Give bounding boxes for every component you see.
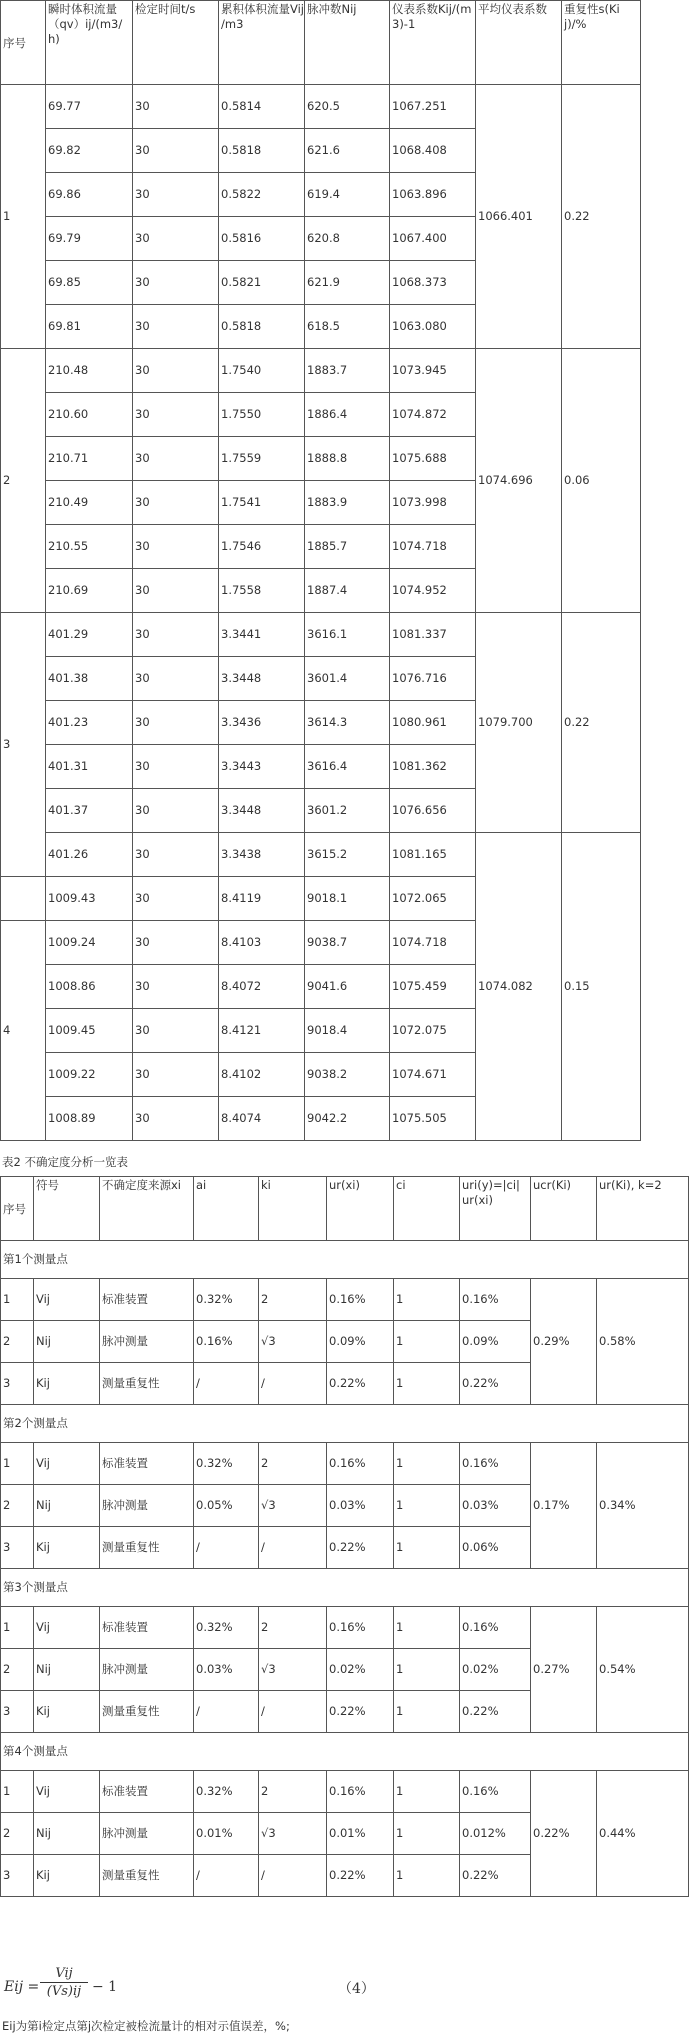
source-cell: 标准装置 bbox=[100, 1443, 194, 1485]
table-header-row bbox=[1, 1, 641, 85]
urk-cell: 0.54% bbox=[597, 1607, 689, 1733]
source-cell: 脉冲测量 bbox=[100, 1649, 194, 1691]
ki-cell: / bbox=[259, 1691, 327, 1733]
flow-cell: 401.38 bbox=[46, 657, 133, 701]
coef-cell: 1074.718 bbox=[390, 525, 476, 569]
seq-cell: 3 bbox=[1, 1527, 34, 1569]
pulse-cell: 3616.4 bbox=[305, 745, 390, 789]
symbol-cell: Nij bbox=[34, 1485, 100, 1527]
flow-cell: 69.77 bbox=[46, 85, 133, 129]
ai-cell: 0.32% bbox=[194, 1607, 259, 1649]
coef-cell: 1074.952 bbox=[390, 569, 476, 613]
coef-cell: 1074.872 bbox=[390, 393, 476, 437]
time-cell: 30 bbox=[133, 657, 219, 701]
ai-cell: 0.01% bbox=[194, 1813, 259, 1855]
time-cell: 30 bbox=[133, 921, 219, 965]
time-cell: 30 bbox=[133, 305, 219, 349]
formula-4 bbox=[2, 1965, 422, 2005]
ci-cell: 1 bbox=[394, 1363, 460, 1405]
avg-coef-cell: 1074.082 bbox=[476, 833, 562, 1141]
header-pulse: 脉冲数Nij bbox=[305, 1, 390, 85]
time-cell: 30 bbox=[133, 613, 219, 657]
volume-cell: 1.7559 bbox=[219, 437, 305, 481]
pulse-cell: 9038.7 bbox=[305, 921, 390, 965]
ur-xi-cell: 0.09% bbox=[327, 1321, 394, 1363]
ur-xi-cell: 0.16% bbox=[327, 1771, 394, 1813]
ai-cell: / bbox=[194, 1363, 259, 1405]
volume-cell: 0.5822 bbox=[219, 173, 305, 217]
source-cell: 测量重复性 bbox=[100, 1527, 194, 1569]
ki-cell: / bbox=[259, 1855, 327, 1897]
source-cell: 标准装置 bbox=[100, 1607, 194, 1649]
volume-cell: 3.3436 bbox=[219, 701, 305, 745]
flow-cell: 69.81 bbox=[46, 305, 133, 349]
pulse-cell: 3615.2 bbox=[305, 833, 390, 877]
section-row bbox=[1, 1241, 689, 1279]
time-cell: 30 bbox=[133, 877, 219, 921]
ai-cell: / bbox=[194, 1527, 259, 1569]
coef-cell: 1081.337 bbox=[390, 613, 476, 657]
coef-cell: 1063.080 bbox=[390, 305, 476, 349]
flow-cell: 210.48 bbox=[46, 349, 133, 393]
time-cell: 30 bbox=[133, 1097, 219, 1141]
ki-cell: 2 bbox=[259, 1443, 327, 1485]
seq-cell: 3 bbox=[1, 1363, 34, 1405]
uri-cell: 0.02% bbox=[460, 1649, 531, 1691]
time-cell: 30 bbox=[133, 437, 219, 481]
ai-cell: 0.16% bbox=[194, 1321, 259, 1363]
volume-cell: 1.7546 bbox=[219, 525, 305, 569]
pulse-cell: 1883.9 bbox=[305, 481, 390, 525]
volume-cell: 3.3438 bbox=[219, 833, 305, 877]
ci-cell: 1 bbox=[394, 1855, 460, 1897]
table-row bbox=[1, 1443, 689, 1485]
source-cell: 脉冲测量 bbox=[100, 1321, 194, 1363]
pulse-cell: 9018.4 bbox=[305, 1009, 390, 1053]
ucr-cell: 0.29% bbox=[531, 1279, 597, 1405]
coef-cell: 1068.373 bbox=[390, 261, 476, 305]
flow-cell: 210.60 bbox=[46, 393, 133, 437]
coef-cell: 1072.075 bbox=[390, 1009, 476, 1053]
pulse-cell: 620.8 bbox=[305, 217, 390, 261]
ki-cell: √3 bbox=[259, 1813, 327, 1855]
header-time: 检定时间t/s bbox=[133, 1, 219, 85]
volume-cell: 1.7540 bbox=[219, 349, 305, 393]
source-cell: 脉冲测量 bbox=[100, 1485, 194, 1527]
symbol-cell: Kij bbox=[34, 1527, 100, 1569]
repeatability-cell: 0.06 bbox=[562, 349, 641, 613]
section-row bbox=[1, 1569, 689, 1607]
header-ki: ki bbox=[259, 1177, 327, 1241]
ur-xi-cell: 0.16% bbox=[327, 1607, 394, 1649]
repeatability-cell: 0.22 bbox=[562, 613, 641, 833]
time-cell: 30 bbox=[133, 525, 219, 569]
volume-cell: 8.4072 bbox=[219, 965, 305, 1009]
coef-cell: 1075.505 bbox=[390, 1097, 476, 1141]
table-header-row bbox=[1, 1177, 689, 1241]
formula-denominator: (Vs)ij bbox=[46, 1984, 82, 1999]
volume-cell: 0.5814 bbox=[219, 85, 305, 129]
ci-cell: 1 bbox=[394, 1691, 460, 1733]
avg-coef-cell: 1074.696 bbox=[476, 349, 562, 613]
ki-cell: √3 bbox=[259, 1321, 327, 1363]
ci-cell: 1 bbox=[394, 1485, 460, 1527]
group-seq-cell: 2 bbox=[1, 349, 46, 613]
volume-cell: 8.4074 bbox=[219, 1097, 305, 1141]
header-flow: 瞬时体积流量（qv）ij/(m3/h) bbox=[46, 1, 133, 85]
source-cell: 测量重复性 bbox=[100, 1855, 194, 1897]
volume-cell: 0.5818 bbox=[219, 129, 305, 173]
flow-cell: 210.49 bbox=[46, 481, 133, 525]
urk-cell: 0.34% bbox=[597, 1443, 689, 1569]
ur-xi-cell: 0.16% bbox=[327, 1443, 394, 1485]
header-ai: ai bbox=[194, 1177, 259, 1241]
ci-cell: 1 bbox=[394, 1813, 460, 1855]
pulse-cell: 3601.4 bbox=[305, 657, 390, 701]
formula-fraction bbox=[40, 1965, 88, 2001]
pulse-cell: 3601.2 bbox=[305, 789, 390, 833]
header-coef: 仪表系数Kij/(m3)-1 bbox=[390, 1, 476, 85]
coef-cell: 1081.362 bbox=[390, 745, 476, 789]
flow-cell: 401.23 bbox=[46, 701, 133, 745]
symbol-cell: Kij bbox=[34, 1855, 100, 1897]
section-title: 第2个测量点 bbox=[1, 1405, 689, 1443]
flow-cell: 401.31 bbox=[46, 745, 133, 789]
symbol-cell: Vij bbox=[34, 1443, 100, 1485]
header-symbol: 符号 bbox=[34, 1177, 100, 1241]
equation-number: （4） bbox=[338, 1981, 375, 1997]
ucr-cell: 0.22% bbox=[531, 1771, 597, 1897]
seq-cell: 3 bbox=[1, 1855, 34, 1897]
volume-cell: 8.4103 bbox=[219, 921, 305, 965]
ki-cell: √3 bbox=[259, 1649, 327, 1691]
coef-cell: 1080.961 bbox=[390, 701, 476, 745]
pulse-cell: 621.6 bbox=[305, 129, 390, 173]
flow-cell: 1008.86 bbox=[46, 965, 133, 1009]
symbol-cell: Vij bbox=[34, 1771, 100, 1813]
ur-xi-cell: 0.01% bbox=[327, 1813, 394, 1855]
urk-cell: 0.58% bbox=[597, 1279, 689, 1405]
time-cell: 30 bbox=[133, 217, 219, 261]
time-cell: 30 bbox=[133, 129, 219, 173]
ai-cell: 0.32% bbox=[194, 1771, 259, 1813]
uncertainty-analysis-table bbox=[0, 1176, 689, 1897]
uri-cell: 0.012% bbox=[460, 1813, 531, 1855]
flow-cell: 210.71 bbox=[46, 437, 133, 481]
header-urk: ur(Ki), k=2 bbox=[597, 1177, 689, 1241]
ur-xi-cell: 0.03% bbox=[327, 1485, 394, 1527]
pulse-cell: 9041.6 bbox=[305, 965, 390, 1009]
uri-cell: 0.22% bbox=[460, 1363, 531, 1405]
coef-cell: 1073.998 bbox=[390, 481, 476, 525]
symbol-cell: Nij bbox=[34, 1321, 100, 1363]
ur-xi-cell: 0.02% bbox=[327, 1649, 394, 1691]
uri-cell: 0.22% bbox=[460, 1691, 531, 1733]
uri-cell: 0.16% bbox=[460, 1771, 531, 1813]
coef-cell: 1072.065 bbox=[390, 877, 476, 921]
coef-cell: 1067.400 bbox=[390, 217, 476, 261]
ai-cell: 0.32% bbox=[194, 1443, 259, 1485]
urk-cell: 0.44% bbox=[597, 1771, 689, 1897]
seq-cell: 2 bbox=[1, 1813, 34, 1855]
seq-cell: 2 bbox=[1, 1485, 34, 1527]
ci-cell: 1 bbox=[394, 1321, 460, 1363]
group-seq-cell: 1 bbox=[1, 85, 46, 349]
table2-caption: 表2 不确定度分析一览表 bbox=[2, 1155, 128, 1169]
volume-cell: 3.3443 bbox=[219, 745, 305, 789]
time-cell: 30 bbox=[133, 85, 219, 129]
flow-cell: 69.79 bbox=[46, 217, 133, 261]
time-cell: 30 bbox=[133, 745, 219, 789]
coef-cell: 1073.945 bbox=[390, 349, 476, 393]
flow-cell: 1009.43 bbox=[46, 877, 133, 921]
repeatability-cell: 0.22 bbox=[562, 85, 641, 349]
symbol-cell: Nij bbox=[34, 1649, 100, 1691]
symbol-cell: Nij bbox=[34, 1813, 100, 1855]
group-seq-cell: 4 bbox=[1, 921, 46, 1141]
pulse-cell: 620.5 bbox=[305, 85, 390, 129]
group-seq-cell: 3 bbox=[1, 613, 46, 877]
seq-cell: 3 bbox=[1, 1691, 34, 1733]
formula-lhs: Eij = bbox=[4, 1979, 40, 1995]
seq-cell: 2 bbox=[1, 1649, 34, 1691]
volume-cell: 0.5818 bbox=[219, 305, 305, 349]
section-row bbox=[1, 1405, 689, 1443]
header-avg: 平均仪表系数 bbox=[476, 1, 562, 85]
header-volume: 累积体积流量Vij /m3 bbox=[219, 1, 305, 85]
uri-cell: 0.06% bbox=[460, 1527, 531, 1569]
seq-cell: 1 bbox=[1, 1443, 34, 1485]
ci-cell: 1 bbox=[394, 1279, 460, 1321]
volume-cell: 3.3441 bbox=[219, 613, 305, 657]
header-source: 不确定度来源xi bbox=[100, 1177, 194, 1241]
ai-cell: 0.32% bbox=[194, 1279, 259, 1321]
pulse-cell: 621.9 bbox=[305, 261, 390, 305]
source-cell: 脉冲测量 bbox=[100, 1813, 194, 1855]
ci-cell: 1 bbox=[394, 1607, 460, 1649]
table-row bbox=[1, 349, 641, 393]
seq-cell: 1 bbox=[1, 1771, 34, 1813]
time-cell: 30 bbox=[133, 569, 219, 613]
pulse-cell: 9038.2 bbox=[305, 1053, 390, 1097]
coef-cell: 1074.671 bbox=[390, 1053, 476, 1097]
pulse-cell: 1883.7 bbox=[305, 349, 390, 393]
section-row bbox=[1, 1733, 689, 1771]
coef-cell: 1076.656 bbox=[390, 789, 476, 833]
header-ur-xi: ur(xi) bbox=[327, 1177, 394, 1241]
coef-cell: 1074.718 bbox=[390, 921, 476, 965]
table-row bbox=[1, 1607, 689, 1649]
time-cell: 30 bbox=[133, 701, 219, 745]
uri-cell: 0.16% bbox=[460, 1607, 531, 1649]
coef-cell: 1075.459 bbox=[390, 965, 476, 1009]
ci-cell: 1 bbox=[394, 1443, 460, 1485]
avg-coef-cell: 1079.700 bbox=[476, 613, 562, 833]
flow-cell: 69.82 bbox=[46, 129, 133, 173]
pulse-cell: 3616.1 bbox=[305, 613, 390, 657]
table-row bbox=[1, 613, 641, 657]
pulse-cell: 3614.3 bbox=[305, 701, 390, 745]
source-cell: 测量重复性 bbox=[100, 1363, 194, 1405]
flow-cell: 401.37 bbox=[46, 789, 133, 833]
volume-cell: 0.5816 bbox=[219, 217, 305, 261]
ki-cell: 2 bbox=[259, 1279, 327, 1321]
volume-cell: 0.5821 bbox=[219, 261, 305, 305]
formula-tail: − 1 bbox=[92, 1979, 118, 1995]
flow-cell: 1009.45 bbox=[46, 1009, 133, 1053]
pulse-cell: 1886.4 bbox=[305, 393, 390, 437]
time-cell: 30 bbox=[133, 965, 219, 1009]
ki-cell: / bbox=[259, 1363, 327, 1405]
table-row bbox=[1, 1771, 689, 1813]
volume-cell: 8.4102 bbox=[219, 1053, 305, 1097]
formula-note: Eij为第i检定点第j次检定被检流量计的相对示值误差，%; bbox=[2, 2019, 290, 2033]
ur-xi-cell: 0.22% bbox=[327, 1691, 394, 1733]
ur-xi-cell: 0.22% bbox=[327, 1527, 394, 1569]
time-cell: 30 bbox=[133, 261, 219, 305]
group-seq-cell bbox=[1, 877, 46, 921]
time-cell: 30 bbox=[133, 1053, 219, 1097]
volume-cell: 1.7550 bbox=[219, 393, 305, 437]
uri-cell: 0.16% bbox=[460, 1279, 531, 1321]
ki-cell: 2 bbox=[259, 1771, 327, 1813]
ur-xi-cell: 0.16% bbox=[327, 1279, 394, 1321]
seq-cell: 1 bbox=[1, 1279, 34, 1321]
coef-cell: 1076.716 bbox=[390, 657, 476, 701]
time-cell: 30 bbox=[133, 1009, 219, 1053]
ai-cell: 0.05% bbox=[194, 1485, 259, 1527]
ucr-cell: 0.27% bbox=[531, 1607, 597, 1733]
formula-numerator: Vij bbox=[40, 1965, 88, 1983]
ur-xi-cell: 0.22% bbox=[327, 1855, 394, 1897]
seq-cell: 2 bbox=[1, 1321, 34, 1363]
uri-cell: 0.22% bbox=[460, 1855, 531, 1897]
table-row bbox=[1, 833, 641, 877]
header-seq: 序号 bbox=[1, 1, 46, 85]
repeatability-cell: 0.15 bbox=[562, 833, 641, 1141]
avg-coef-cell: 1066.401 bbox=[476, 85, 562, 349]
volume-cell: 1.7541 bbox=[219, 481, 305, 525]
volume-cell: 3.3448 bbox=[219, 657, 305, 701]
symbol-cell: Kij bbox=[34, 1363, 100, 1405]
uri-cell: 0.09% bbox=[460, 1321, 531, 1363]
ai-cell: 0.03% bbox=[194, 1649, 259, 1691]
volume-cell: 8.4119 bbox=[219, 877, 305, 921]
header-ci: ci bbox=[394, 1177, 460, 1241]
header-seq: 序号 bbox=[1, 1177, 34, 1241]
symbol-cell: Kij bbox=[34, 1691, 100, 1733]
header-ucr: ucr(Ki) bbox=[531, 1177, 597, 1241]
ki-cell: / bbox=[259, 1527, 327, 1569]
coef-cell: 1068.408 bbox=[390, 129, 476, 173]
coef-cell: 1067.251 bbox=[390, 85, 476, 129]
ai-cell: / bbox=[194, 1691, 259, 1733]
ki-cell: √3 bbox=[259, 1485, 327, 1527]
source-cell: 测量重复性 bbox=[100, 1691, 194, 1733]
ci-cell: 1 bbox=[394, 1649, 460, 1691]
section-title: 第4个测量点 bbox=[1, 1733, 689, 1771]
table-row bbox=[1, 85, 641, 129]
ai-cell: / bbox=[194, 1855, 259, 1897]
header-rep: 重复性s(Kij)/% bbox=[562, 1, 641, 85]
time-cell: 30 bbox=[133, 789, 219, 833]
ci-cell: 1 bbox=[394, 1527, 460, 1569]
header-uri: uri(y)=|ci| ur(xi) bbox=[460, 1177, 531, 1241]
coef-cell: 1081.165 bbox=[390, 833, 476, 877]
volume-cell: 8.4121 bbox=[219, 1009, 305, 1053]
flow-cell: 210.55 bbox=[46, 525, 133, 569]
ur-xi-cell: 0.22% bbox=[327, 1363, 394, 1405]
pulse-cell: 618.5 bbox=[305, 305, 390, 349]
table-row bbox=[1, 1279, 689, 1321]
pulse-cell: 1885.7 bbox=[305, 525, 390, 569]
source-cell: 标准装置 bbox=[100, 1279, 194, 1321]
symbol-cell: Vij bbox=[34, 1607, 100, 1649]
section-title: 第1个测量点 bbox=[1, 1241, 689, 1279]
flow-cell: 1009.24 bbox=[46, 921, 133, 965]
flow-cell: 1009.22 bbox=[46, 1053, 133, 1097]
uri-cell: 0.16% bbox=[460, 1443, 531, 1485]
time-cell: 30 bbox=[133, 833, 219, 877]
flow-cell: 401.29 bbox=[46, 613, 133, 657]
time-cell: 30 bbox=[133, 173, 219, 217]
time-cell: 30 bbox=[133, 481, 219, 525]
ci-cell: 1 bbox=[394, 1771, 460, 1813]
flow-cell: 401.26 bbox=[46, 833, 133, 877]
flow-cell: 1008.89 bbox=[46, 1097, 133, 1141]
pulse-cell: 9042.2 bbox=[305, 1097, 390, 1141]
ucr-cell: 0.17% bbox=[531, 1443, 597, 1569]
symbol-cell: Vij bbox=[34, 1279, 100, 1321]
volume-cell: 1.7558 bbox=[219, 569, 305, 613]
seq-cell: 1 bbox=[1, 1607, 34, 1649]
coef-cell: 1075.688 bbox=[390, 437, 476, 481]
source-cell: 标准装置 bbox=[100, 1771, 194, 1813]
pulse-cell: 619.4 bbox=[305, 173, 390, 217]
coef-cell: 1063.896 bbox=[390, 173, 476, 217]
pulse-cell: 1888.8 bbox=[305, 437, 390, 481]
flow-cell: 210.69 bbox=[46, 569, 133, 613]
section-title: 第3个测量点 bbox=[1, 1569, 689, 1607]
time-cell: 30 bbox=[133, 393, 219, 437]
ki-cell: 2 bbox=[259, 1607, 327, 1649]
time-cell: 30 bbox=[133, 349, 219, 393]
flow-cell: 69.86 bbox=[46, 173, 133, 217]
volume-cell: 3.3448 bbox=[219, 789, 305, 833]
pulse-cell: 1887.4 bbox=[305, 569, 390, 613]
uri-cell: 0.03% bbox=[460, 1485, 531, 1527]
flow-cell: 69.85 bbox=[46, 261, 133, 305]
pulse-cell: 9018.1 bbox=[305, 877, 390, 921]
